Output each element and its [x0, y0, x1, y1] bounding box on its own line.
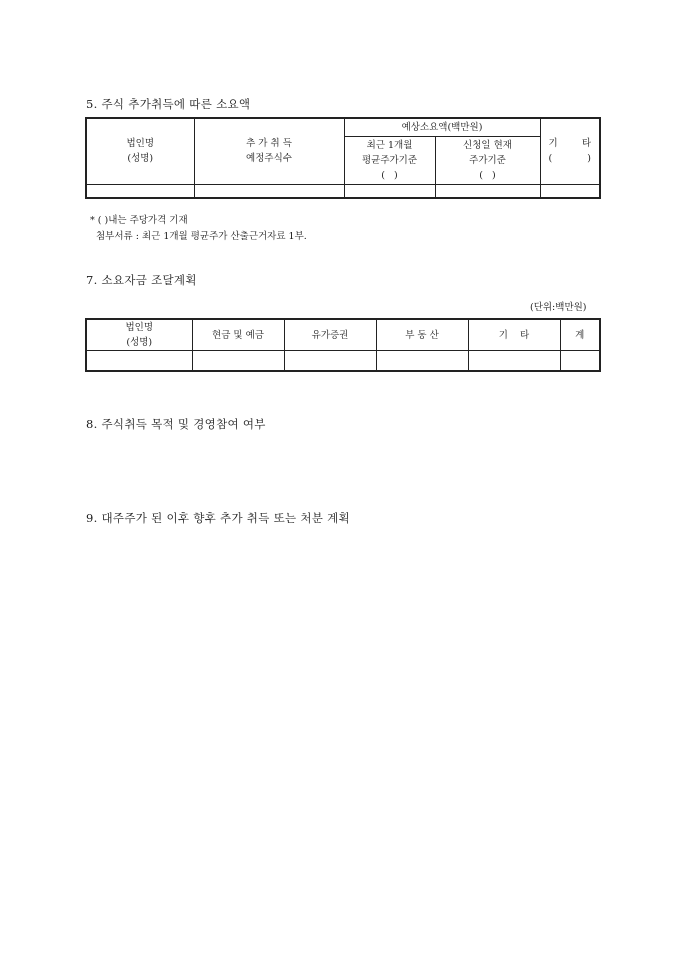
header-expected-cost: 예상소요액(백만원) [344, 118, 540, 136]
table-row [86, 184, 600, 198]
cell-planned-shares[interactable] [194, 184, 344, 198]
cell-corp-name[interactable] [86, 351, 192, 371]
acquisition-cost-table [85, 117, 601, 199]
header-securities: 유가증권 [284, 319, 376, 351]
section9-title: 9. 대주주가 된 이후 향후 추가 취득 또는 처분 계획 [86, 511, 350, 525]
header-planned-shares: 추 가 취 득 예정주식수 [194, 118, 344, 184]
cell-real-estate[interactable] [376, 351, 468, 371]
header-total: 계 [560, 319, 600, 351]
cell-etc[interactable] [540, 184, 600, 198]
section7-title: 7. 소요자금 조달계획 [86, 273, 197, 287]
header-recent-avg: 최근 1개월 평균주가기준 ( ) [344, 136, 435, 184]
cell-etc[interactable] [468, 351, 560, 371]
header-etc: 기 타 [468, 319, 560, 351]
header-corp-name: 법인명 (성명) [86, 118, 194, 184]
unit-label: (단위:백만원) [530, 302, 587, 313]
cell-cash[interactable] [192, 351, 284, 371]
header-corp-name: 법인명 (성명) [86, 319, 192, 351]
section8-title: 8. 주식취득 목적 및 경영참여 여부 [86, 417, 266, 431]
header-cash: 현금 및 예금 [192, 319, 284, 351]
cell-recent-avg[interactable] [344, 184, 435, 198]
note-price: * ( )내는 주당가격 기재 [90, 215, 188, 226]
cell-corp-name[interactable] [86, 184, 194, 198]
funding-plan-table [85, 318, 601, 372]
table-row [86, 351, 600, 371]
cell-total[interactable] [560, 351, 600, 371]
cell-current-price[interactable] [435, 184, 540, 198]
section5-title: 5. 주식 추가취득에 따른 소요액 [86, 97, 251, 111]
header-real-estate: 부 동 산 [376, 319, 468, 351]
header-etc: 기 타 ( ) [540, 118, 600, 184]
cell-securities[interactable] [284, 351, 376, 371]
header-current-price: 신청일 현재 주가기준 ( ) [435, 136, 540, 184]
note-attachment: 첨부서류 : 최근 1개월 평균주가 산출근거자료 1부. [96, 231, 307, 242]
